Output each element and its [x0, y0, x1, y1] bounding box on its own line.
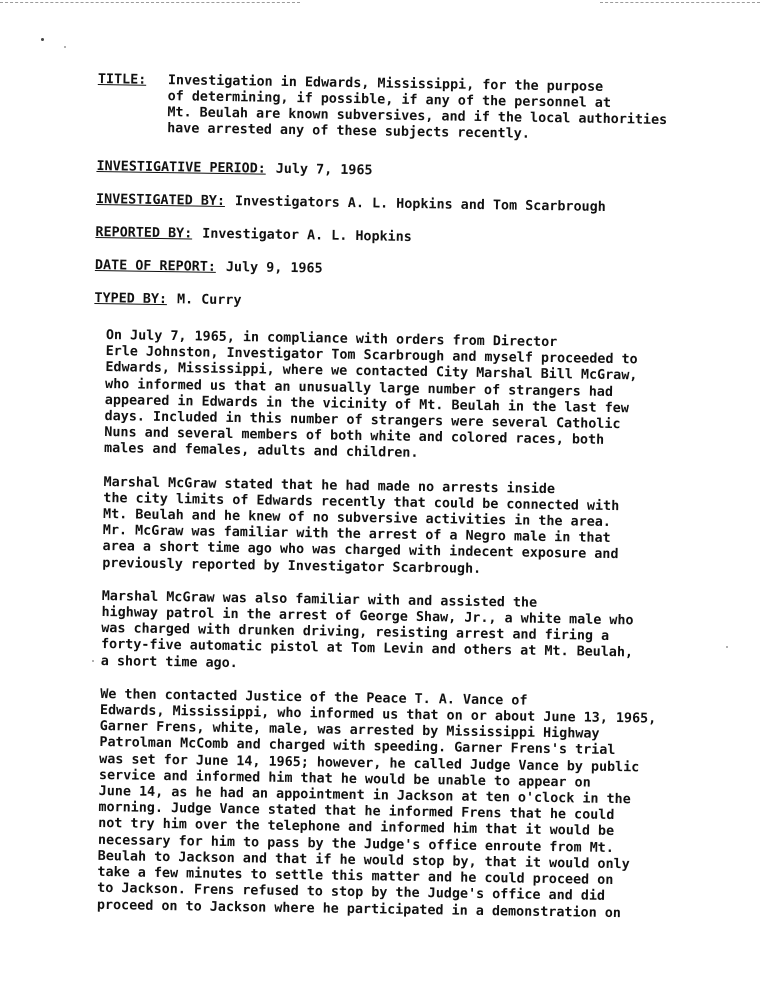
top-edge-dashes	[0, 2, 300, 3]
body-paragraph: Marshal McGraw was also familiar with and assisted the highway patrol in the arrest of George Shaw, Jr., a white male who was charged with drunken driving, resisting arrest and firing a forty-five automatic pistol at Tom Levin and others at Mt. Beulah, a short time ago.	[100, 588, 634, 671]
report-body	[97, 328, 746, 941]
top-edge-dashes-right	[600, 2, 760, 3]
title-row	[97, 72, 738, 146]
investigative-period-row	[96, 159, 736, 185]
typed-by-value: M. Curry	[176, 292, 242, 309]
typed-by-label: TYPED BY:	[94, 290, 168, 308]
title-text: Investigation in Edwards, Mississippi, for the purpose of determining, if possible, if any of the personnel at Mt. Beulah are known subversives, and if the local authorities have arrested any of these subjects recently.	[167, 73, 668, 142]
scan-speck	[41, 38, 44, 41]
investigative-period-value: July 7, 1965	[275, 161, 373, 179]
body-paragraph: Marshal McGraw stated that he had made no arrests inside the city limits of Edwards recently that could be connected with Mt. Beulah and he knew of no subversive activities in the area. Mr. McGraw was familiar with the arrest of a Negro male in that area a short time ago who was charged with indecent exposure and previously reported by Investigator Scarbrough.	[102, 474, 620, 577]
date-of-report-label: DATE OF REPORT:	[94, 257, 217, 275]
body-paragraph: On July 7, 1965, in compliance with orders from Director Erle Johnston, Investigator Tom Scarbrough and myself proceeded to Edwards, Mississippi, where we contacted City Marshal Bill McGraw, who informed us that an unusually large number of strangers had appeared in Edwards in the vicinity of Mt. Beulah in the last few days. Included in this number of strangers were several Catholic Nuns and several members of both white and colored races, both males and females, adults and children.	[103, 328, 638, 462]
reported-by-row	[95, 225, 735, 251]
scan-speck	[92, 660, 94, 662]
reported-by-label: REPORTED BY:	[95, 224, 193, 242]
body-paragraph: We then contacted Justice of the Peace T. A. Vance of Edwards, Mississippi, who informed us that on or about June 13, 1965, Garner Frens, white, male, was arrested by Mississippi Highway Patrolman McComb and charged with speeding. Garner Frens's trial was set for June 14, 1965; however, he called Judge Vance by public service and informed him that he would be unable to appear on June 14, as he had an appointment in Jackson at ten o'clock in the morning. Judge Vance stated that he informed Frens that he could not try him over the telephone and informed him that it would be necessary for him to pass by the Judge's office enroute from Mt. Beulah to Jackson and that if he would stop by, that it would only take a few minutes to settle this matter and he could proceed on to Jackson. Frens refused to stop by the Judge's office and did proceed on to Jackson where he participated in a demonstration on	[96, 686, 657, 921]
investigative-period-label: INVESTIGATIVE PERIOD:	[96, 158, 266, 177]
report-header	[94, 72, 738, 317]
typed-by-row	[94, 291, 734, 317]
investigated-by-row	[96, 192, 736, 218]
date-of-report-value: July 9, 1965	[225, 260, 323, 277]
investigated-by-value: Investigators A. L. Hopkins and Tom Scarbrough	[234, 194, 606, 215]
title-label: TITLE:	[97, 72, 147, 88]
scan-speck	[64, 46, 66, 48]
investigated-by-label: INVESTIGATED BY:	[95, 191, 226, 210]
reported-by-value: Investigator A. L. Hopkins	[202, 226, 412, 245]
date-of-report-row	[95, 258, 735, 284]
